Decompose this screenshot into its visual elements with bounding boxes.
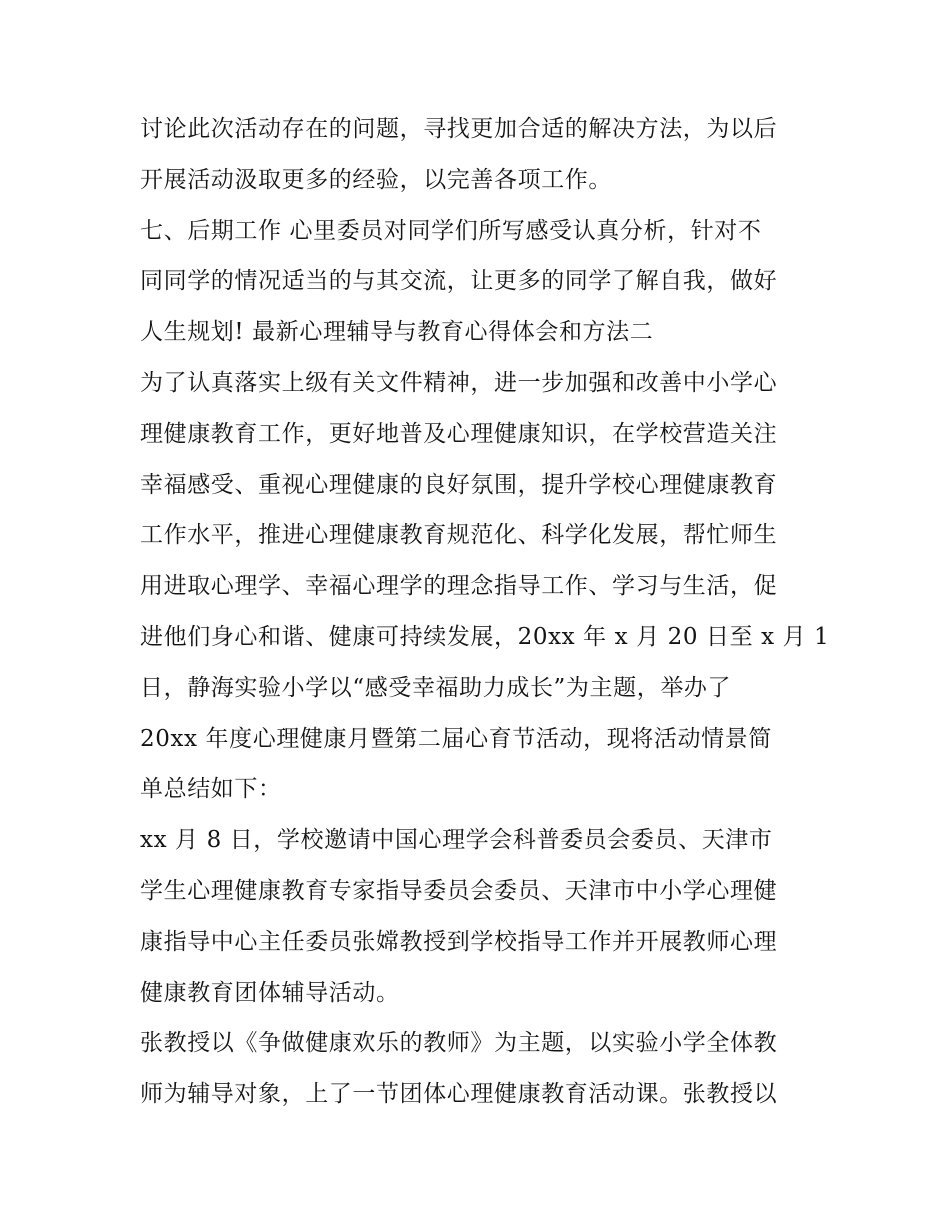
text-line: 师为辅导对象，上了一节团体心理健康教育活动课。张教授以 — [140, 1081, 778, 1108]
text-line: 开展活动汲取更多的经验，以完善各项工作。 — [140, 166, 612, 193]
text-line: 学生心理健康教育专家指导委员会委员、天津市中小学心理健 — [140, 877, 778, 904]
text-line: xx 月 8 日，学校邀请中国心理学会科普委员会委员、天津市 — [140, 827, 773, 854]
text-line: 进他们身心和谐、健康可持续发展，20xx 年 x 月 20 日至 x 月 1 — [140, 623, 830, 650]
text-line: 人生规划! 最新心理辅导与教育心得体会和方法二 — [140, 319, 654, 346]
text-line: 日，静海实验小学以“感受幸福助力成长”为主题，举办了 — [140, 674, 732, 701]
text-line: 用进取心理学、幸福心理学的理念指导工作、学习与生活，促 — [140, 573, 778, 600]
text-line: 工作水平，推进心理健康教育规范化、科学化发展，帮忙师生 — [140, 522, 778, 549]
text-line: 为了认真落实上级有关文件精神，进一步加强和改善中小学心 — [140, 369, 778, 396]
text-line: 20xx 年度心理健康月暨第二届心育节活动，现将活动情景简 — [140, 725, 772, 752]
text-line: 健康教育团体辅导活动。 — [140, 979, 400, 1006]
text-line: 讨论此次活动存在的问题，寻找更加合适的解决方法，为以后 — [140, 116, 778, 142]
text-line: 理健康教育工作，更好地普及心理健康知识，在学校营造关注 — [140, 420, 778, 447]
text-line: 单总结如下： — [140, 776, 282, 803]
text-line: 幸福感受、重视心理健康的良好氛围，提升学校心理健康教育 — [140, 471, 778, 498]
body-text — [140, 104, 830, 1120]
text-line: 张教授以《争做健康欢乐的教师》为主题，以实验小学全体教 — [140, 1030, 778, 1057]
text-line: 康指导中心主任委员张嫦教授到学校指导工作并开展教师心理 — [140, 928, 778, 955]
text-line: 同同学的情况适当的与其交流，让更多的同学了解自我，做好 — [140, 268, 778, 295]
text-line: 七、后期工作 心里委员对同学们所写感受认真分析，针对不 — [140, 217, 762, 244]
